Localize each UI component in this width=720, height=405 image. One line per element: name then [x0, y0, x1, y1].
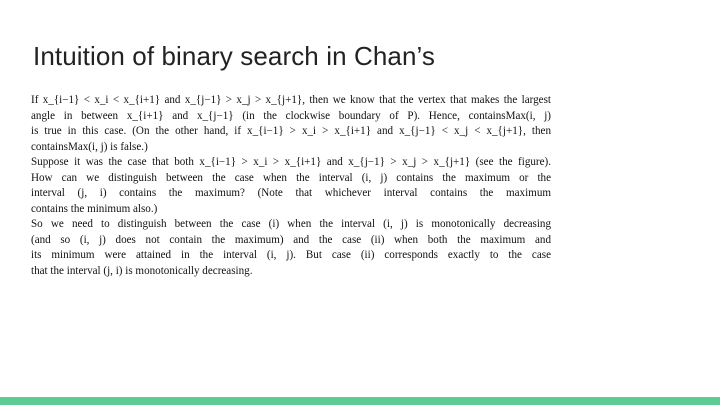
body-line: interval (j, i) contains the maximum? (Note that whichever interval contains the maximum: [31, 187, 551, 200]
body-line: (and so (i, j) does not contain the maximum) and the case (ii) when both the maximum and: [31, 233, 551, 246]
body-line: How can we distinguish between the case when the interval (i, j) contains the maximum or the: [31, 171, 551, 184]
body-line: is true in this case. (On the other hand, if x_{i−1} > x_i > x_{i+1} and x_{j−1} < x_j < x_{j+1}, then: [31, 125, 551, 138]
body-line: containsMax(i, j) is false.): [31, 140, 148, 153]
body-line: So we need to distinguish between the case (i) when the interval (i, j) is monotonically decreasing: [31, 218, 551, 231]
body-line: that the interval (j, i) is monotonically decreasing.: [31, 265, 253, 278]
body-line: Suppose it was the case that both x_{i−1} > x_i > x_{i+1} and x_{j−1} > x_j > x_{j+1} (see the figure).: [31, 156, 551, 169]
body-line: angle in between x_{i+1} and x_{j−1} (in the clockwise boundary of P). Hence, containsMax(i, j): [31, 109, 551, 122]
body-line: If x_{i−1} < x_i < x_{i+1} and x_{j−1} > x_j > x_{j+1}, then we know that the vertex that makes the largest: [31, 94, 551, 106]
body-line: its minimum were attained in the interval (i, j). But case (ii) corresponds exactly to the case: [31, 249, 551, 262]
body-line: contains the minimum also.): [31, 202, 158, 215]
slide-body: [31, 93, 551, 280]
footer-accent-bar: [0, 397, 720, 405]
slide-title: Intuition of binary search in Chan’s: [33, 41, 436, 71]
